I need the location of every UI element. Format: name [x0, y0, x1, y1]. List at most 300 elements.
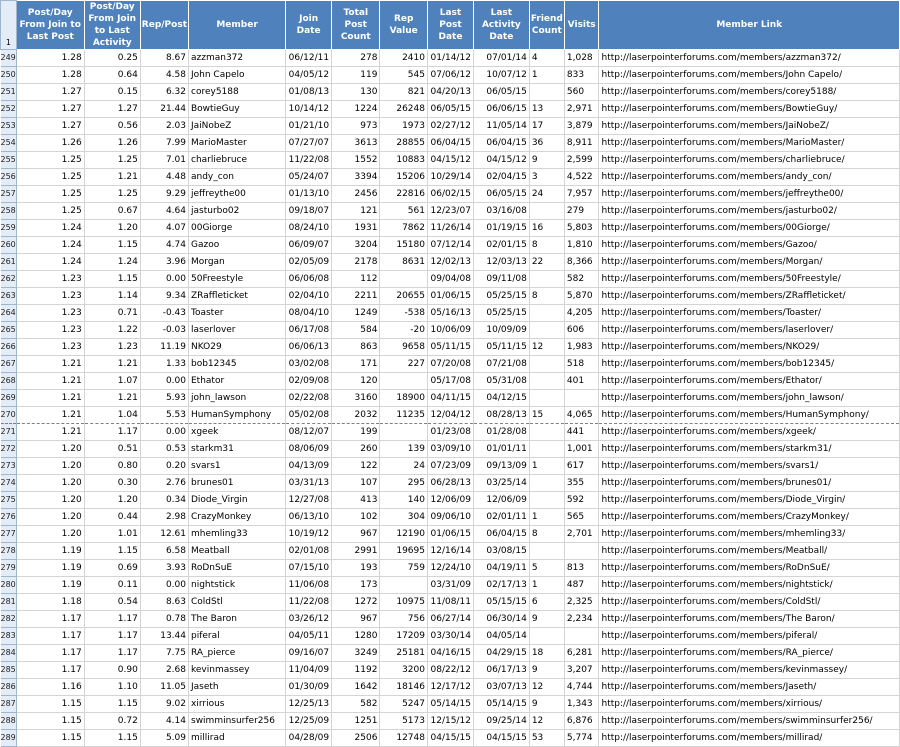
post-day-last-post-cell[interactable]: 1.28: [16, 67, 84, 84]
last-activity-date-cell[interactable]: 04/12/15: [473, 390, 529, 407]
last-post-date-cell[interactable]: 12/23/07: [427, 203, 473, 220]
row-number-cell[interactable]: 267: [1, 356, 17, 373]
join-date-cell[interactable]: 11/22/08: [286, 594, 332, 611]
post-day-last-activity-cell[interactable]: 0.67: [84, 203, 140, 220]
post-day-last-post-cell[interactable]: 1.25: [16, 152, 84, 169]
last-activity-date-cell[interactable]: 11/05/14: [473, 118, 529, 135]
rep-value-cell[interactable]: 28855: [380, 135, 428, 152]
post-day-last-activity-cell[interactable]: 0.54: [84, 594, 140, 611]
friend-count-cell[interactable]: 3: [529, 169, 564, 186]
friend-count-cell[interactable]: 53: [529, 730, 564, 747]
join-date-cell[interactable]: 08/12/07: [286, 424, 332, 441]
join-date-cell[interactable]: 02/04/10: [286, 288, 332, 305]
join-date-cell[interactable]: 01/08/13: [286, 84, 332, 101]
post-day-last-post-cell[interactable]: 1.25: [16, 186, 84, 203]
rep-value-cell[interactable]: 12190: [380, 526, 428, 543]
post-day-last-post-cell[interactable]: 1.19: [16, 577, 84, 594]
last-activity-date-cell[interactable]: 07/21/08: [473, 356, 529, 373]
friend-count-cell[interactable]: 9: [529, 152, 564, 169]
total-post-count-cell[interactable]: 1642: [332, 679, 380, 696]
rep-value-cell[interactable]: 304: [380, 509, 428, 526]
join-date-cell[interactable]: 07/15/10: [286, 560, 332, 577]
post-day-last-activity-cell[interactable]: 1.15: [84, 696, 140, 713]
post-day-last-post-cell[interactable]: 1.20: [16, 509, 84, 526]
rep-post-cell[interactable]: 6.58: [140, 543, 188, 560]
visits-cell[interactable]: 401: [564, 373, 599, 390]
post-day-last-post-cell[interactable]: 1.21: [16, 390, 84, 407]
last-post-date-cell[interactable]: 11/26/14: [427, 220, 473, 237]
friend-count-cell[interactable]: [529, 492, 564, 509]
last-activity-date-cell[interactable]: 02/01/11: [473, 509, 529, 526]
last-activity-date-cell[interactable]: 01/28/08: [473, 424, 529, 441]
total-post-count-cell[interactable]: 121: [332, 203, 380, 220]
row-number-cell[interactable]: 272: [1, 441, 17, 458]
total-post-count-cell[interactable]: 173: [332, 577, 380, 594]
row-number-cell[interactable]: 280: [1, 577, 17, 594]
rep-post-cell[interactable]: 1.33: [140, 356, 188, 373]
friend-count-cell[interactable]: [529, 373, 564, 390]
member-link-cell[interactable]: http://laserpointerforums.com/members/RA_pierce/: [599, 645, 900, 662]
rep-value-cell[interactable]: 821: [380, 84, 428, 101]
last-post-date-cell[interactable]: 12/24/10: [427, 560, 473, 577]
friend-count-cell[interactable]: 12: [529, 679, 564, 696]
post-day-last-post-cell[interactable]: 1.23: [16, 271, 84, 288]
post-day-last-activity-cell[interactable]: 1.20: [84, 220, 140, 237]
rep-post-cell[interactable]: 0.34: [140, 492, 188, 509]
friend-count-cell[interactable]: 8: [529, 526, 564, 543]
rep-post-cell[interactable]: 5.93: [140, 390, 188, 407]
rep-value-cell[interactable]: 15206: [380, 169, 428, 186]
post-day-last-activity-cell[interactable]: 1.15: [84, 237, 140, 254]
member-name-cell[interactable]: The Baron: [189, 611, 286, 628]
rep-post-cell[interactable]: 0.78: [140, 611, 188, 628]
rep-value-cell[interactable]: 19695: [380, 543, 428, 560]
row-number-cell[interactable]: 253: [1, 118, 17, 135]
visits-cell[interactable]: 6,876: [564, 713, 599, 730]
total-post-count-cell[interactable]: 107: [332, 475, 380, 492]
post-day-last-post-cell[interactable]: 1.17: [16, 662, 84, 679]
member-name-cell[interactable]: brunes01: [189, 475, 286, 492]
last-post-date-cell[interactable]: 02/27/12: [427, 118, 473, 135]
member-name-cell[interactable]: NKO29: [189, 339, 286, 356]
last-activity-date-cell[interactable]: 04/15/12: [473, 152, 529, 169]
last-post-date-cell[interactable]: 04/16/15: [427, 645, 473, 662]
member-link-cell[interactable]: http://laserpointerforums.com/members/ColdStl/: [599, 594, 900, 611]
total-post-count-cell[interactable]: 2506: [332, 730, 380, 747]
join-date-cell[interactable]: 07/27/07: [286, 135, 332, 152]
visits-cell[interactable]: 3,207: [564, 662, 599, 679]
rep-post-cell[interactable]: 9.34: [140, 288, 188, 305]
last-post-date-cell[interactable]: 03/30/14: [427, 628, 473, 645]
rep-post-cell[interactable]: 2.76: [140, 475, 188, 492]
join-date-cell[interactable]: 10/19/12: [286, 526, 332, 543]
total-post-count-cell[interactable]: 863: [332, 339, 380, 356]
post-day-last-post-cell[interactable]: 1.24: [16, 254, 84, 271]
member-link-cell[interactable]: http://laserpointerforums.com/members/The Baron/: [599, 611, 900, 628]
last-post-date-cell[interactable]: 05/14/15: [427, 696, 473, 713]
post-day-last-post-cell[interactable]: 1.26: [16, 135, 84, 152]
member-link-cell[interactable]: http://laserpointerforums.com/members/swimminsurfer256/: [599, 713, 900, 730]
total-post-count-cell[interactable]: 2991: [332, 543, 380, 560]
header-total-post-count[interactable]: Total Post Count: [332, 1, 380, 50]
member-name-cell[interactable]: mhemling33: [189, 526, 286, 543]
last-post-date-cell[interactable]: 07/20/08: [427, 356, 473, 373]
total-post-count-cell[interactable]: 973: [332, 118, 380, 135]
row-number-cell[interactable]: 269: [1, 390, 17, 407]
friend-count-cell[interactable]: 9: [529, 662, 564, 679]
post-day-last-post-cell[interactable]: 1.20: [16, 492, 84, 509]
total-post-count-cell[interactable]: 278: [332, 50, 380, 67]
last-activity-date-cell[interactable]: 06/04/15: [473, 526, 529, 543]
member-name-cell[interactable]: swimminsurfer256: [189, 713, 286, 730]
member-link-cell[interactable]: http://laserpointerforums.com/members/Jaseth/: [599, 679, 900, 696]
last-post-date-cell[interactable]: 06/02/15: [427, 186, 473, 203]
header-last-activity-date[interactable]: Last Activity Date: [473, 1, 529, 50]
friend-count-cell[interactable]: [529, 322, 564, 339]
member-link-cell[interactable]: http://laserpointerforums.com/members/bob12345/: [599, 356, 900, 373]
rep-post-cell[interactable]: 8.67: [140, 50, 188, 67]
last-post-date-cell[interactable]: 08/22/12: [427, 662, 473, 679]
friend-count-cell[interactable]: 9: [529, 611, 564, 628]
rep-post-cell[interactable]: -0.03: [140, 322, 188, 339]
rep-value-cell[interactable]: 9658: [380, 339, 428, 356]
rep-value-cell[interactable]: [380, 577, 428, 594]
last-activity-date-cell[interactable]: 06/30/14: [473, 611, 529, 628]
friend-count-cell[interactable]: 12: [529, 713, 564, 730]
row-number-cell[interactable]: 285: [1, 662, 17, 679]
member-link-cell[interactable]: http://laserpointerforums.com/members/mhemling33/: [599, 526, 900, 543]
member-link-cell[interactable]: http://laserpointerforums.com/members/Morgan/: [599, 254, 900, 271]
post-day-last-post-cell[interactable]: 1.17: [16, 611, 84, 628]
row-number-cell[interactable]: 255: [1, 152, 17, 169]
post-day-last-activity-cell[interactable]: 1.17: [84, 611, 140, 628]
total-post-count-cell[interactable]: 1552: [332, 152, 380, 169]
rep-value-cell[interactable]: 10975: [380, 594, 428, 611]
visits-cell[interactable]: 813: [564, 560, 599, 577]
friend-count-cell[interactable]: [529, 203, 564, 220]
post-day-last-activity-cell[interactable]: 1.15: [84, 271, 140, 288]
member-name-cell[interactable]: Jaseth: [189, 679, 286, 696]
post-day-last-post-cell[interactable]: 1.23: [16, 305, 84, 322]
visits-cell[interactable]: [564, 390, 599, 407]
row-number-cell[interactable]: 281: [1, 594, 17, 611]
header-member[interactable]: Member: [189, 1, 286, 50]
post-day-last-post-cell[interactable]: 1.21: [16, 356, 84, 373]
last-post-date-cell[interactable]: 01/06/15: [427, 526, 473, 543]
friend-count-cell[interactable]: 4: [529, 50, 564, 67]
visits-cell[interactable]: 3,879: [564, 118, 599, 135]
rep-post-cell[interactable]: -0.43: [140, 305, 188, 322]
total-post-count-cell[interactable]: 1192: [332, 662, 380, 679]
rep-post-cell[interactable]: 0.00: [140, 424, 188, 441]
post-day-last-activity-cell[interactable]: 0.51: [84, 441, 140, 458]
rep-post-cell[interactable]: 6.32: [140, 84, 188, 101]
rep-post-cell[interactable]: 4.14: [140, 713, 188, 730]
visits-cell[interactable]: 4,065: [564, 407, 599, 424]
last-post-date-cell[interactable]: 06/04/15: [427, 135, 473, 152]
total-post-count-cell[interactable]: 122: [332, 458, 380, 475]
member-name-cell[interactable]: John Capelo: [189, 67, 286, 84]
visits-cell[interactable]: 355: [564, 475, 599, 492]
member-name-cell[interactable]: corey5188: [189, 84, 286, 101]
last-activity-date-cell[interactable]: 01/01/11: [473, 441, 529, 458]
header-visits[interactable]: Visits: [564, 1, 599, 50]
visits-cell[interactable]: 2,325: [564, 594, 599, 611]
post-day-last-post-cell[interactable]: 1.25: [16, 203, 84, 220]
friend-count-cell[interactable]: [529, 628, 564, 645]
header-rep-post[interactable]: Rep/Post: [140, 1, 188, 50]
rep-post-cell[interactable]: 4.74: [140, 237, 188, 254]
total-post-count-cell[interactable]: 3394: [332, 169, 380, 186]
member-name-cell[interactable]: jeffreythe00: [189, 186, 286, 203]
last-post-date-cell[interactable]: 01/14/12: [427, 50, 473, 67]
visits-cell[interactable]: 5,803: [564, 220, 599, 237]
post-day-last-activity-cell[interactable]: 1.25: [84, 152, 140, 169]
post-day-last-activity-cell[interactable]: 1.01: [84, 526, 140, 543]
last-activity-date-cell[interactable]: 01/19/15: [473, 220, 529, 237]
rep-post-cell[interactable]: 7.99: [140, 135, 188, 152]
friend-count-cell[interactable]: 6: [529, 594, 564, 611]
row-number-cell[interactable]: 271: [1, 424, 17, 441]
visits-cell[interactable]: 2,599: [564, 152, 599, 169]
last-activity-date-cell[interactable]: 05/11/15: [473, 339, 529, 356]
header-last-post-date[interactable]: Last Post Date: [427, 1, 473, 50]
row-number-cell[interactable]: 289: [1, 730, 17, 747]
rep-value-cell[interactable]: 10883: [380, 152, 428, 169]
rep-value-cell[interactable]: -538: [380, 305, 428, 322]
member-name-cell[interactable]: andy_con: [189, 169, 286, 186]
row-number-cell[interactable]: 264: [1, 305, 17, 322]
member-name-cell[interactable]: Meatball: [189, 543, 286, 560]
last-post-date-cell[interactable]: 12/02/13: [427, 254, 473, 271]
rep-post-cell[interactable]: 7.75: [140, 645, 188, 662]
member-name-cell[interactable]: Toaster: [189, 305, 286, 322]
rep-post-cell[interactable]: 8.63: [140, 594, 188, 611]
member-link-cell[interactable]: http://laserpointerforums.com/members/azzman372/: [599, 50, 900, 67]
rep-value-cell[interactable]: [380, 373, 428, 390]
post-day-last-post-cell[interactable]: 1.20: [16, 526, 84, 543]
join-date-cell[interactable]: 12/25/09: [286, 713, 332, 730]
rep-post-cell[interactable]: 2.68: [140, 662, 188, 679]
join-date-cell[interactable]: 12/27/08: [286, 492, 332, 509]
last-activity-date-cell[interactable]: 03/16/08: [473, 203, 529, 220]
last-post-date-cell[interactable]: 07/23/09: [427, 458, 473, 475]
member-link-cell[interactable]: http://laserpointerforums.com/members/RoDnSuE/: [599, 560, 900, 577]
visits-cell[interactable]: 7,957: [564, 186, 599, 203]
row-number-cell[interactable]: 273: [1, 458, 17, 475]
post-day-last-activity-cell[interactable]: 1.27: [84, 101, 140, 118]
last-activity-date-cell[interactable]: 12/03/13: [473, 254, 529, 271]
post-day-last-activity-cell[interactable]: 0.90: [84, 662, 140, 679]
member-name-cell[interactable]: laserlover: [189, 322, 286, 339]
total-post-count-cell[interactable]: 102: [332, 509, 380, 526]
row-number-cell[interactable]: 251: [1, 84, 17, 101]
post-day-last-activity-cell[interactable]: 0.30: [84, 475, 140, 492]
rep-post-cell[interactable]: 0.00: [140, 373, 188, 390]
total-post-count-cell[interactable]: 1249: [332, 305, 380, 322]
post-day-last-activity-cell[interactable]: 1.17: [84, 424, 140, 441]
last-post-date-cell[interactable]: 09/06/10: [427, 509, 473, 526]
row-number-cell[interactable]: 288: [1, 713, 17, 730]
last-post-date-cell[interactable]: 01/23/08: [427, 424, 473, 441]
member-link-cell[interactable]: http://laserpointerforums.com/members/MarioMaster/: [599, 135, 900, 152]
rep-value-cell[interactable]: [380, 424, 428, 441]
post-day-last-activity-cell[interactable]: 1.21: [84, 356, 140, 373]
total-post-count-cell[interactable]: 3204: [332, 237, 380, 254]
total-post-count-cell[interactable]: 119: [332, 67, 380, 84]
join-date-cell[interactable]: 11/04/09: [286, 662, 332, 679]
row-number-cell[interactable]: 283: [1, 628, 17, 645]
visits-cell[interactable]: 565: [564, 509, 599, 526]
join-date-cell[interactable]: 01/13/10: [286, 186, 332, 203]
rep-value-cell[interactable]: 11235: [380, 407, 428, 424]
friend-count-cell[interactable]: 5: [529, 560, 564, 577]
rep-value-cell[interactable]: 24: [380, 458, 428, 475]
visits-cell[interactable]: 1,028: [564, 50, 599, 67]
rep-value-cell[interactable]: 140: [380, 492, 428, 509]
row-number-cell[interactable]: 260: [1, 237, 17, 254]
last-post-date-cell[interactable]: 04/15/15: [427, 730, 473, 747]
post-day-last-activity-cell[interactable]: 1.22: [84, 322, 140, 339]
member-link-cell[interactable]: http://laserpointerforums.com/members/andy_con/: [599, 169, 900, 186]
member-name-cell[interactable]: xgeek: [189, 424, 286, 441]
post-day-last-activity-cell[interactable]: 0.64: [84, 67, 140, 84]
post-day-last-post-cell[interactable]: 1.27: [16, 118, 84, 135]
member-link-cell[interactable]: http://laserpointerforums.com/members/John Capelo/: [599, 67, 900, 84]
join-date-cell[interactable]: 09/18/07: [286, 203, 332, 220]
member-name-cell[interactable]: RA_pierce: [189, 645, 286, 662]
post-day-last-activity-cell[interactable]: 0.71: [84, 305, 140, 322]
last-post-date-cell[interactable]: 04/15/12: [427, 152, 473, 169]
visits-cell[interactable]: 5,870: [564, 288, 599, 305]
visits-cell[interactable]: 441: [564, 424, 599, 441]
total-post-count-cell[interactable]: 2456: [332, 186, 380, 203]
visits-cell[interactable]: 2,234: [564, 611, 599, 628]
member-name-cell[interactable]: MarioMaster: [189, 135, 286, 152]
row-number-cell[interactable]: 263: [1, 288, 17, 305]
member-link-cell[interactable]: http://laserpointerforums.com/members/nightstick/: [599, 577, 900, 594]
friend-count-cell[interactable]: 15: [529, 407, 564, 424]
rep-post-cell[interactable]: 9.02: [140, 696, 188, 713]
post-day-last-activity-cell[interactable]: 1.15: [84, 543, 140, 560]
post-day-last-activity-cell[interactable]: 0.11: [84, 577, 140, 594]
last-activity-date-cell[interactable]: 02/01/15: [473, 237, 529, 254]
last-activity-date-cell[interactable]: 03/25/14: [473, 475, 529, 492]
last-activity-date-cell[interactable]: 07/01/14: [473, 50, 529, 67]
join-date-cell[interactable]: 06/09/07: [286, 237, 332, 254]
rep-value-cell[interactable]: 545: [380, 67, 428, 84]
visits-cell[interactable]: 8,911: [564, 135, 599, 152]
row-number-cell[interactable]: 284: [1, 645, 17, 662]
member-name-cell[interactable]: kevinmassey: [189, 662, 286, 679]
post-day-last-activity-cell[interactable]: 1.10: [84, 679, 140, 696]
member-name-cell[interactable]: bob12345: [189, 356, 286, 373]
row-number-cell[interactable]: 282: [1, 611, 17, 628]
post-day-last-post-cell[interactable]: 1.23: [16, 339, 84, 356]
rep-post-cell[interactable]: 9.29: [140, 186, 188, 203]
friend-count-cell[interactable]: 16: [529, 220, 564, 237]
rep-post-cell[interactable]: 13.44: [140, 628, 188, 645]
post-day-last-activity-cell[interactable]: 0.15: [84, 84, 140, 101]
total-post-count-cell[interactable]: 130: [332, 84, 380, 101]
rep-value-cell[interactable]: 15180: [380, 237, 428, 254]
visits-cell[interactable]: 4,522: [564, 169, 599, 186]
rep-value-cell[interactable]: 20655: [380, 288, 428, 305]
last-post-date-cell[interactable]: 12/04/12: [427, 407, 473, 424]
member-link-cell[interactable]: http://laserpointerforums.com/members/charliebruce/: [599, 152, 900, 169]
member-name-cell[interactable]: john_lawson: [189, 390, 286, 407]
last-activity-date-cell[interactable]: 03/07/13: [473, 679, 529, 696]
join-date-cell[interactable]: 01/21/10: [286, 118, 332, 135]
row-number-cell[interactable]: 287: [1, 696, 17, 713]
visits-cell[interactable]: 279: [564, 203, 599, 220]
total-post-count-cell[interactable]: 112: [332, 271, 380, 288]
member-link-cell[interactable]: http://laserpointerforums.com/members/Gazoo/: [599, 237, 900, 254]
join-date-cell[interactable]: 06/06/13: [286, 339, 332, 356]
rep-post-cell[interactable]: 0.20: [140, 458, 188, 475]
visits-cell[interactable]: 582: [564, 271, 599, 288]
total-post-count-cell[interactable]: 1251: [332, 713, 380, 730]
join-date-cell[interactable]: 06/13/10: [286, 509, 332, 526]
join-date-cell[interactable]: 04/28/09: [286, 730, 332, 747]
row-number-cell[interactable]: 250: [1, 67, 17, 84]
rep-value-cell[interactable]: 8631: [380, 254, 428, 271]
member-name-cell[interactable]: starkm31: [189, 441, 286, 458]
visits-cell[interactable]: 5,774: [564, 730, 599, 747]
last-post-date-cell[interactable]: 12/17/12: [427, 679, 473, 696]
total-post-count-cell[interactable]: 193: [332, 560, 380, 577]
last-post-date-cell[interactable]: 04/11/15: [427, 390, 473, 407]
join-date-cell[interactable]: 11/06/08: [286, 577, 332, 594]
rep-post-cell[interactable]: 2.03: [140, 118, 188, 135]
member-link-cell[interactable]: http://laserpointerforums.com/members/xgeek/: [599, 424, 900, 441]
join-date-cell[interactable]: 03/02/08: [286, 356, 332, 373]
rep-post-cell[interactable]: 3.96: [140, 254, 188, 271]
last-activity-date-cell[interactable]: 09/11/08: [473, 271, 529, 288]
last-activity-date-cell[interactable]: 08/28/13: [473, 407, 529, 424]
member-name-cell[interactable]: BowtieGuy: [189, 101, 286, 118]
row-number-cell[interactable]: 279: [1, 560, 17, 577]
total-post-count-cell[interactable]: 584: [332, 322, 380, 339]
member-link-cell[interactable]: http://laserpointerforums.com/members/brunes01/: [599, 475, 900, 492]
last-post-date-cell[interactable]: 07/12/14: [427, 237, 473, 254]
rep-value-cell[interactable]: -20: [380, 322, 428, 339]
member-link-cell[interactable]: http://laserpointerforums.com/members/CrazyMonkey/: [599, 509, 900, 526]
last-post-date-cell[interactable]: 01/06/15: [427, 288, 473, 305]
rep-post-cell[interactable]: 0.00: [140, 577, 188, 594]
rep-post-cell[interactable]: 4.58: [140, 67, 188, 84]
join-date-cell[interactable]: 02/09/08: [286, 373, 332, 390]
join-date-cell[interactable]: 04/05/11: [286, 628, 332, 645]
member-name-cell[interactable]: HumanSymphony: [189, 407, 286, 424]
member-link-cell[interactable]: http://laserpointerforums.com/members/xirrious/: [599, 696, 900, 713]
post-day-last-post-cell[interactable]: 1.19: [16, 543, 84, 560]
last-post-date-cell[interactable]: 07/06/12: [427, 67, 473, 84]
friend-count-cell[interactable]: 12: [529, 339, 564, 356]
friend-count-cell[interactable]: 22: [529, 254, 564, 271]
post-day-last-activity-cell[interactable]: 0.25: [84, 50, 140, 67]
visits-cell[interactable]: 1,810: [564, 237, 599, 254]
last-activity-date-cell[interactable]: 09/25/14: [473, 713, 529, 730]
member-link-cell[interactable]: http://laserpointerforums.com/members/corey5188/: [599, 84, 900, 101]
member-name-cell[interactable]: Ethator: [189, 373, 286, 390]
member-link-cell[interactable]: http://laserpointerforums.com/members/Ethator/: [599, 373, 900, 390]
row-number-cell[interactable]: 286: [1, 679, 17, 696]
member-link-cell[interactable]: http://laserpointerforums.com/members/00Giorge/: [599, 220, 900, 237]
post-day-last-post-cell[interactable]: 1.25: [16, 169, 84, 186]
row-number-cell[interactable]: 275: [1, 492, 17, 509]
friend-count-cell[interactable]: [529, 424, 564, 441]
